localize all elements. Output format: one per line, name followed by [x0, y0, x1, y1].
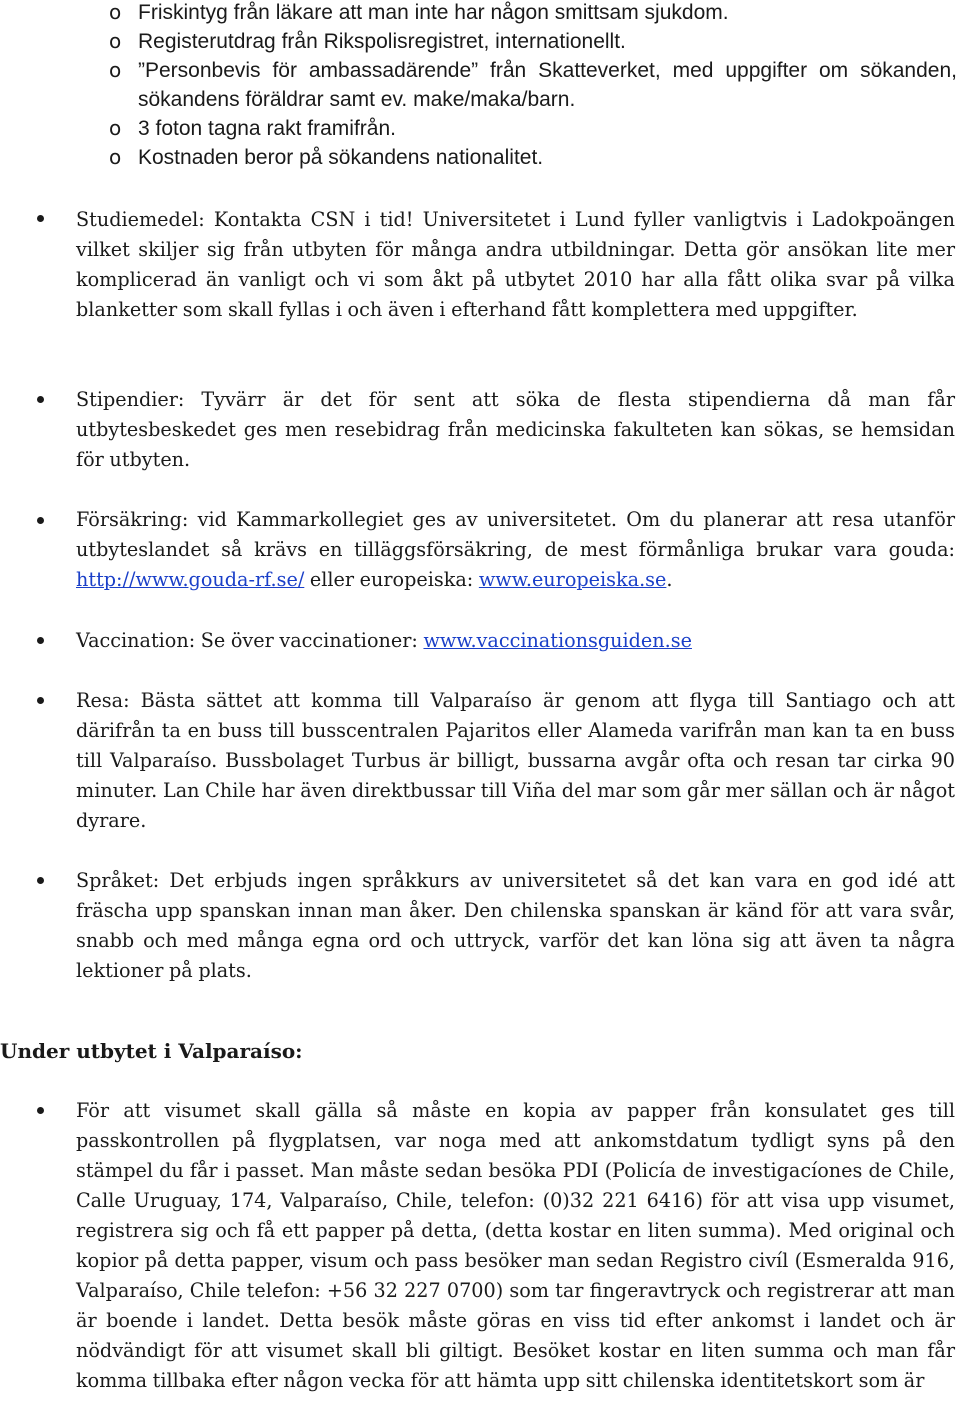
- sub-list-item: [109, 27, 957, 56]
- sub-marker: o: [109, 145, 122, 169]
- sub-list-item: [109, 56, 957, 114]
- bullet-dot-icon: [37, 697, 44, 704]
- sub-list-item: [109, 114, 957, 143]
- bullet-spraket: Språket: Det erbjuds ingen språkkurs av universitetet så det kan vara en god idé att fräscha upp spanskan innan man åker. Den chilenska spanskan är känd för att vara svår, snabb och med många egna ord och uttryck, varför det kan löna sig att även ta några lektioner på plats.: [76, 869, 955, 982]
- bullet-resa: Resa: Bästa sättet att komma till Valparaíso är genom att flyga till Santiago och att därifrån ta en buss till busscentralen Pajaritos eller Alameda varifrån man kan ta en buss till Valparaíso. Bussbolaget Turbus är billigt, bussarna avgår ofta och resan tar cirka 90 minuter. Lan Chile har även direktbussar till Viña del mar som går mer sällan och är något dyrare.: [76, 689, 955, 832]
- sub-marker: o: [109, 58, 122, 82]
- vaccinationsguiden-link[interactable]: www.vaccinationsguiden.se: [423, 629, 692, 652]
- gouda-link[interactable]: http://www.gouda-rf.se/: [76, 568, 305, 591]
- europeiska-link[interactable]: www.europeiska.se: [478, 568, 667, 591]
- bullet-dot-icon: [37, 517, 44, 524]
- bullet-text: Vaccination: Se över vaccinationer:: [76, 629, 424, 652]
- sub-item-text: Registerutdrag från Rikspolisregistret, internationellt.: [138, 30, 626, 53]
- bullet-dot-icon: [37, 215, 44, 222]
- sub-marker: o: [109, 29, 122, 53]
- section-heading: Under utbytet i Valparaíso:: [0, 1039, 303, 1063]
- sub-marker: o: [109, 116, 122, 140]
- bullet-studiemedel: Studiemedel: Kontakta CSN i tid! Universitetet i Lund fyller vanligtvis i Ladokpoängen vilket skiljer sig från utbyten för många andra utbildningar. Detta gör ansökan lite mer komplicerad än vanligt och vi som åkt på utbytet 2010 har alla fått olika svar på vilka blanketter som skall fyllas i och även i efterhand fått komplettera med uppgifter.: [76, 208, 955, 321]
- bullet-dot-icon: [37, 637, 44, 644]
- sub-marker: o: [109, 0, 122, 24]
- sub-item-text: Kostnaden beror på sökandens nationalitet.: [138, 146, 544, 169]
- bullet-text: eller europeiska:: [304, 568, 479, 591]
- sub-list-item: [109, 0, 957, 27]
- sub-item-text: Friskintyg från läkare att man inte har någon smittsam sjukdom.: [138, 1, 729, 24]
- bullet-vaccination: [76, 626, 955, 656]
- bullet-text: Försäkring: vid Kammarkollegiet ges av universitetet. Om du planerar att resa utanför utbyteslandet så krävs en tilläggsförsäkring, de mest förmånliga brukar vara gouda:: [76, 508, 955, 561]
- bullet-forsakring: [76, 505, 955, 595]
- bullet-text: .: [666, 568, 673, 591]
- bullet-dot-icon: [37, 396, 44, 403]
- bullet-stipendier: Stipendier: Tyvärr är det för sent att söka de flesta stipendierna då man får utbytesbeskedet ges men resebidrag från medicinska fakulteten kan sökas, se hemsidan för utbyten.: [76, 388, 955, 471]
- bullet-visum: För att visumet skall gälla så måste en kopia av papper från konsulatet ges till passkontrollen på flygplatsen, var noga med att ankomstdatum tydligt syns på den stämpel du får i passet. Man måste sedan besöka PDI (Policía de investigacíones de Chile, Calle Uruguay, 174, Valparaíso, Chile, telefon: (0)32 221 6416) för att visa upp visumet, registrera sig och få ett papper på detta, (detta kostar en liten summa). Med original och kopior på detta papper, visum och pass besöker man sedan Registro civíl (Esmeralda 916, Valparaíso, Chile telefon: +56 32 227 0700) som tar fingeravtryck och registrerar att man är boende i landet. Detta besök måste göras en viss tid efter ankomst i landet och är nödvändigt för att visumet skall bli giltigt. Besöket kostar en liten summa och man får komma tillbaka efter någon vecka för att hämta upp sitt chilenska identitetskort som är: [76, 1099, 955, 1392]
- bullet-dot-icon: [37, 877, 44, 884]
- bullet-dot-icon: [37, 1107, 44, 1114]
- sub-item-text: ”Personbevis för ambassadärende” från Skatteverket, med uppgifter om sökanden, sökandens föräldrar samt ev. make/maka/barn.: [138, 59, 957, 111]
- sub-list-item: [109, 143, 957, 172]
- sub-item-text: 3 foton tagna rakt framifrån.: [138, 117, 396, 140]
